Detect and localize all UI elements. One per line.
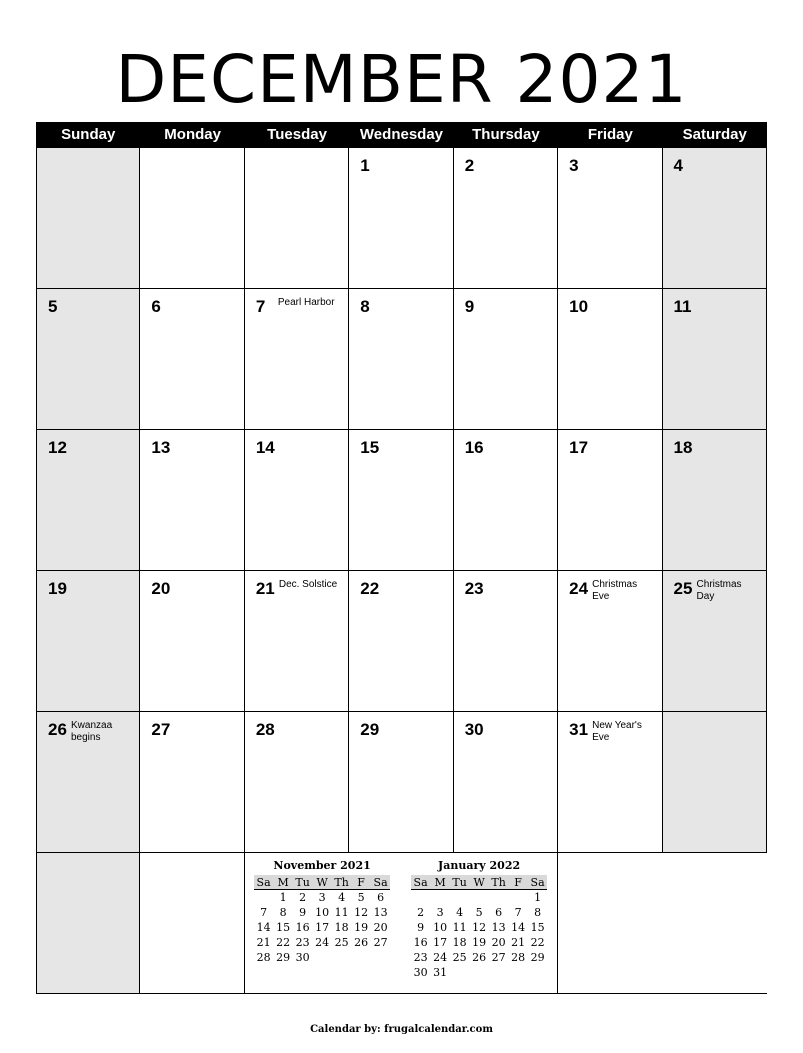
mini-day [489,965,509,980]
mini-day: 20 [373,921,388,934]
mini-day: 14 [256,921,271,934]
day-number: 10 [569,297,589,316]
mini-weekday: Th [489,875,509,890]
mini-day: 12 [472,921,487,934]
mini-day [528,965,548,980]
mini-day: 6 [495,906,503,919]
day-cell[interactable] [663,712,767,852]
mini-day: 11 [334,906,349,919]
day-number: 23 [464,579,484,598]
day-cell[interactable] [140,148,244,288]
mini-day [351,950,371,965]
mini-calendar-table [254,875,391,965]
day-number: 6 [151,297,161,316]
mini-day: 2 [417,906,425,919]
mini-day: 3 [318,891,326,904]
mini-day: 15 [276,921,291,934]
mini-day [411,890,431,906]
mini-day: 29 [276,951,291,964]
mini-day: 26 [472,951,487,964]
mini-day: 12 [354,906,369,919]
mini-day: 8 [279,906,287,919]
day-event: Kwanzaa begins [71,720,113,743]
mini-day: 18 [452,936,467,949]
mini-day: 19 [472,936,487,949]
mini-day: 20 [491,936,506,949]
mini-day: 18 [334,921,349,934]
day-cell[interactable] [36,148,140,288]
day-event: Pearl Harbor [277,297,335,308]
mini-day: 28 [511,951,526,964]
mini-calendar-row [36,853,767,994]
day-cell[interactable] [454,289,558,429]
day-number: 3 [569,156,579,175]
week-row [36,571,767,712]
mini-day: 27 [491,951,506,964]
day-event: Christmas Eve [592,579,638,602]
mini-weekday: M [273,875,293,890]
mini-calendar-title: November 2021 [273,859,371,872]
day-number: 25 [673,579,693,598]
day-cell[interactable] [140,289,244,429]
mini-day [469,890,489,906]
mini-day: 2 [299,891,307,904]
day-cell[interactable] [140,712,244,852]
mini-day: 3 [436,906,444,919]
day-cell[interactable] [558,148,662,288]
day-cell[interactable] [245,712,349,852]
day-cell[interactable] [140,571,244,711]
mini-day: 5 [357,891,365,904]
day-number: 9 [464,297,475,316]
mini-day: 23 [413,951,428,964]
mini-weekday: Sa [371,875,391,890]
mini-day: 4 [456,906,464,919]
mini-day: 31 [433,966,448,979]
empty-cell [36,853,140,993]
mini-calendar-table [411,875,548,980]
mini-day: 1 [534,891,542,904]
mini-weekday: W [312,875,332,890]
mini-day: 5 [475,906,483,919]
week-row [36,712,767,853]
mini-day: 24 [315,936,330,949]
mini-day: 10 [433,921,448,934]
mini-day: 30 [295,951,310,964]
day-cell[interactable] [245,571,349,711]
calendar-grid [36,122,767,994]
day-cell[interactable] [558,289,662,429]
mini-day [450,890,470,906]
mini-day [430,890,450,906]
day-number: 17 [569,438,589,457]
mini-day: 4 [338,891,346,904]
mini-day: 21 [511,936,526,949]
mini-calendars [245,853,558,993]
day-cell[interactable] [245,148,349,288]
day-cell[interactable] [454,148,558,288]
day-number: 28 [255,720,275,739]
weekday-wednesday: Wednesday [359,126,444,143]
mini-day: 22 [276,936,291,949]
day-cell[interactable] [140,430,244,570]
day-cell[interactable] [349,571,453,711]
day-cell[interactable] [349,712,453,852]
day-number: 8 [360,297,370,316]
mini-day [371,950,391,965]
mini-day [450,965,470,980]
day-number: 24 [569,579,589,598]
day-cell[interactable] [245,289,349,429]
weekday-header [36,122,767,148]
weekday-monday: Monday [164,126,221,143]
mini-day: 9 [299,906,307,919]
day-number: 21 [255,579,275,598]
weekday-sunday: Sunday [61,126,116,143]
day-number: 11 [673,297,692,316]
day-number: 19 [48,579,67,598]
day-cell[interactable] [36,289,140,429]
day-number: 22 [360,579,380,598]
mini-day: 14 [511,921,526,934]
day-number: 20 [151,579,171,598]
day-cell[interactable] [349,148,453,288]
day-cell[interactable] [663,148,767,288]
day-cell[interactable] [663,430,767,570]
mini-weekday: Sa [411,875,431,890]
mini-day [469,965,489,980]
mini-weekday: Tu [450,875,470,890]
mini-day [508,965,528,980]
week-row [36,430,767,571]
day-cell[interactable] [349,289,453,429]
mini-weekday: F [351,875,371,890]
footer-credit: Calendar by: frugalcalendar.com [310,1024,493,1035]
weeks-container [36,148,767,853]
day-cell[interactable] [454,430,558,570]
day-number: 7 [255,297,266,316]
mini-weekday: Th [332,875,352,890]
mini-day: 9 [417,921,425,934]
day-number: 27 [151,720,171,739]
mini-day [489,890,509,906]
mini-day: 8 [534,906,542,919]
mini-weekday: Sa [528,875,548,890]
day-cell[interactable] [349,430,453,570]
mini-day: 15 [530,921,545,934]
day-cell[interactable] [36,571,140,711]
mini-weekday: F [508,875,528,890]
mini-day: 17 [315,921,330,934]
mini-day: 23 [295,936,310,949]
mini-day: 30 [413,966,428,979]
day-event: New Year's Eve [592,720,642,743]
calendar-title: DECEMBER 2021 [115,41,688,118]
day-cell[interactable] [558,571,662,711]
mini-day: 25 [334,936,349,949]
day-number: 26 [48,720,67,739]
mini-day: 6 [377,891,385,904]
weekday-saturday: Saturday [682,126,747,143]
mini-day: 26 [354,936,369,949]
mini-day: 22 [530,936,545,949]
mini-day [312,950,332,965]
day-event: Dec. Solstice [278,579,338,590]
day-number: 2 [464,156,475,175]
mini-day: 29 [530,951,545,964]
mini-day: 17 [433,936,448,949]
day-number: 12 [48,438,67,457]
day-number: 1 [360,156,370,175]
mini-day: 16 [413,936,428,949]
day-number: 14 [255,438,275,457]
empty-cell [140,853,244,993]
mini-day: 7 [514,906,522,919]
mini-calendar-january [411,859,548,980]
day-number: 31 [569,720,589,739]
day-number: 18 [673,438,693,457]
mini-weekday: Sa [254,875,274,890]
weekday-tuesday: Tuesday [267,126,327,143]
mini-day [254,890,274,906]
mini-day [508,890,528,906]
mini-day: 10 [315,906,330,919]
week-row [36,148,767,289]
day-cell[interactable] [454,571,558,711]
mini-calendar-november [254,859,391,965]
day-cell[interactable] [558,712,662,852]
mini-weekday: Tu [293,875,313,890]
mini-day: 16 [295,921,310,934]
day-event: Christmas Day [696,579,742,602]
weekday-thursday: Thursday [472,126,540,143]
day-number: 13 [151,438,171,457]
mini-day: 27 [373,936,388,949]
day-cell[interactable] [454,712,558,852]
day-number: 30 [464,720,484,739]
day-cell[interactable] [558,430,662,570]
day-cell[interactable] [663,289,767,429]
mini-day: 19 [354,921,369,934]
day-number: 5 [48,297,58,316]
day-number: 16 [464,438,484,457]
mini-day [332,950,352,965]
mini-day: 25 [452,951,467,964]
day-cell[interactable] [245,430,349,570]
day-number: 4 [673,156,683,175]
mini-day: 11 [452,921,467,934]
mini-day: 13 [491,921,506,934]
mini-day: 24 [433,951,448,964]
day-number: 15 [360,438,380,457]
mini-day: 7 [260,906,268,919]
mini-calendar-title: January 2022 [438,859,521,872]
empty-cell [558,853,767,993]
day-cell[interactable] [663,571,767,711]
mini-day: 28 [256,951,271,964]
weekday-friday: Friday [587,126,633,143]
day-cell[interactable] [36,430,140,570]
mini-day: 1 [279,891,287,904]
mini-weekday: W [469,875,489,890]
day-number: 29 [360,720,380,739]
mini-day: 21 [256,936,271,949]
mini-weekday: M [430,875,450,890]
week-row [36,289,767,430]
day-cell[interactable] [36,712,140,852]
mini-day: 13 [373,906,388,919]
